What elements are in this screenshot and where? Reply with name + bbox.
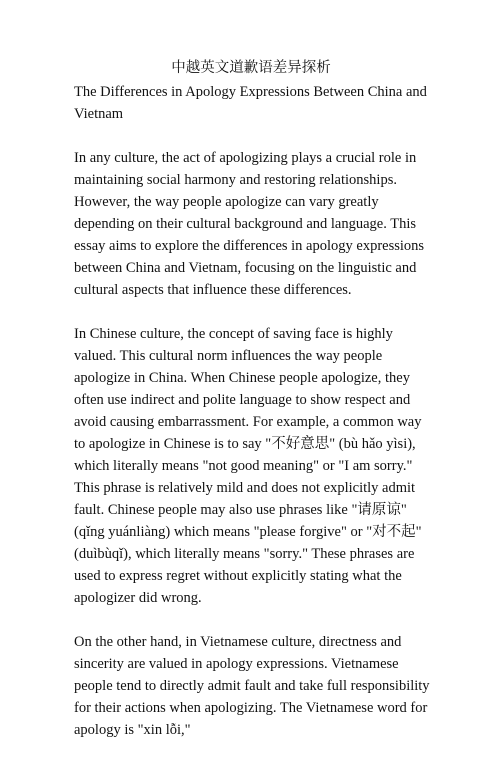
paragraph-intro: In any culture, the act of apologizing plays a crucial role in maintaining social harmony and restoring relationships. However, the way people apologize can vary greatly depending on their cultural background and language. This essay aims to explore the differences in apology expressions between China and Vietnam, focusing on the linguistic and cultural aspects that influence these differences. — [74, 150, 425, 298]
document-subtitle: The Differences in Apology Expressions Between China and Vietnam — [74, 84, 427, 122]
paragraph-vietnamese-culture: On the other hand, in Vietnamese culture, directness and sincerity are valued in apology expressions. Vietnamese people tend to directly admit fault and take full responsibility for their actions when apologizing. The Vietnamese word for apology is "xin lỗi," — [74, 634, 430, 738]
document-title: 中越英文道歉语差异探析 — [171, 60, 331, 76]
paragraph-chinese-culture: In Chinese culture, the concept of saving face is highly valued. This cultural norm influences the way people apologize in China. When Chinese people apologize, they often use indirect and polite language to show respect and avoid causing embarrassment. For example, a common way to apologize in Chinese is to say "不好意思" (bù hǎo yìsi), which literally means "not good meaning" or "I am sorry." This phrase is relatively mild and does not explicitly admit fault. Chinese people may also use phrases like "请原谅" (qǐng yuánliàng) which means "please forgive" or "对不起" (duìbùqǐ), which literally means "sorry." These phrases are used to express regret without explicitly stating what the apologizer did wrong. — [74, 326, 422, 606]
document-body — [74, 81, 436, 763]
